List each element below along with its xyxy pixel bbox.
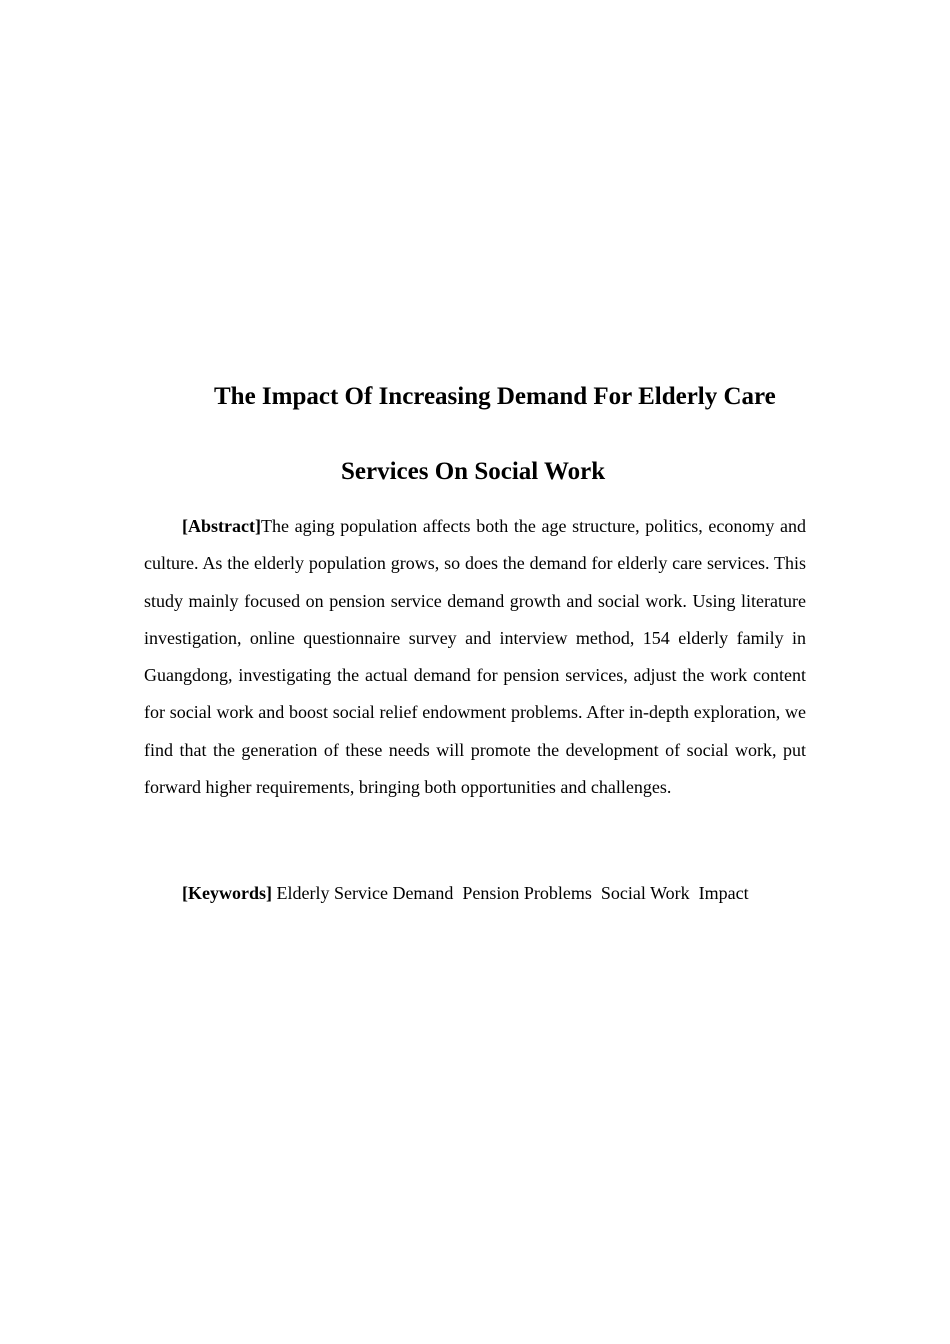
document-title-line-1: The Impact Of Increasing Demand For Elderly Care — [214, 383, 776, 410]
keywords-text: Elderly Service Demand Pension Problems Social Work Impact — [271, 883, 749, 903]
keywords-label: [Keywords] — [182, 883, 272, 903]
abstract-text: The aging population affects both the age structure, politics, economy and culture. As the elderly population grows, so does the demand for elderly care services. This study mainly focused on pension service demand growth and social work. Using literature investigation, online questionnaire survey and interview method, 154 elderly family in Guangdong, investigating the actual demand for pension services, adjust the work content for social work and boost social relief endowment problems. After in-depth exploration, we find that the generation of these needs will promote the development of social work, put forward higher requirements, bringing both opportunities and challenges. — [144, 516, 806, 798]
abstract-paragraph — [144, 508, 806, 806]
abstract-label: [Abstract] — [182, 516, 261, 536]
keywords-line — [182, 879, 749, 907]
document-title-line-2: Services On Social Work — [341, 458, 606, 485]
